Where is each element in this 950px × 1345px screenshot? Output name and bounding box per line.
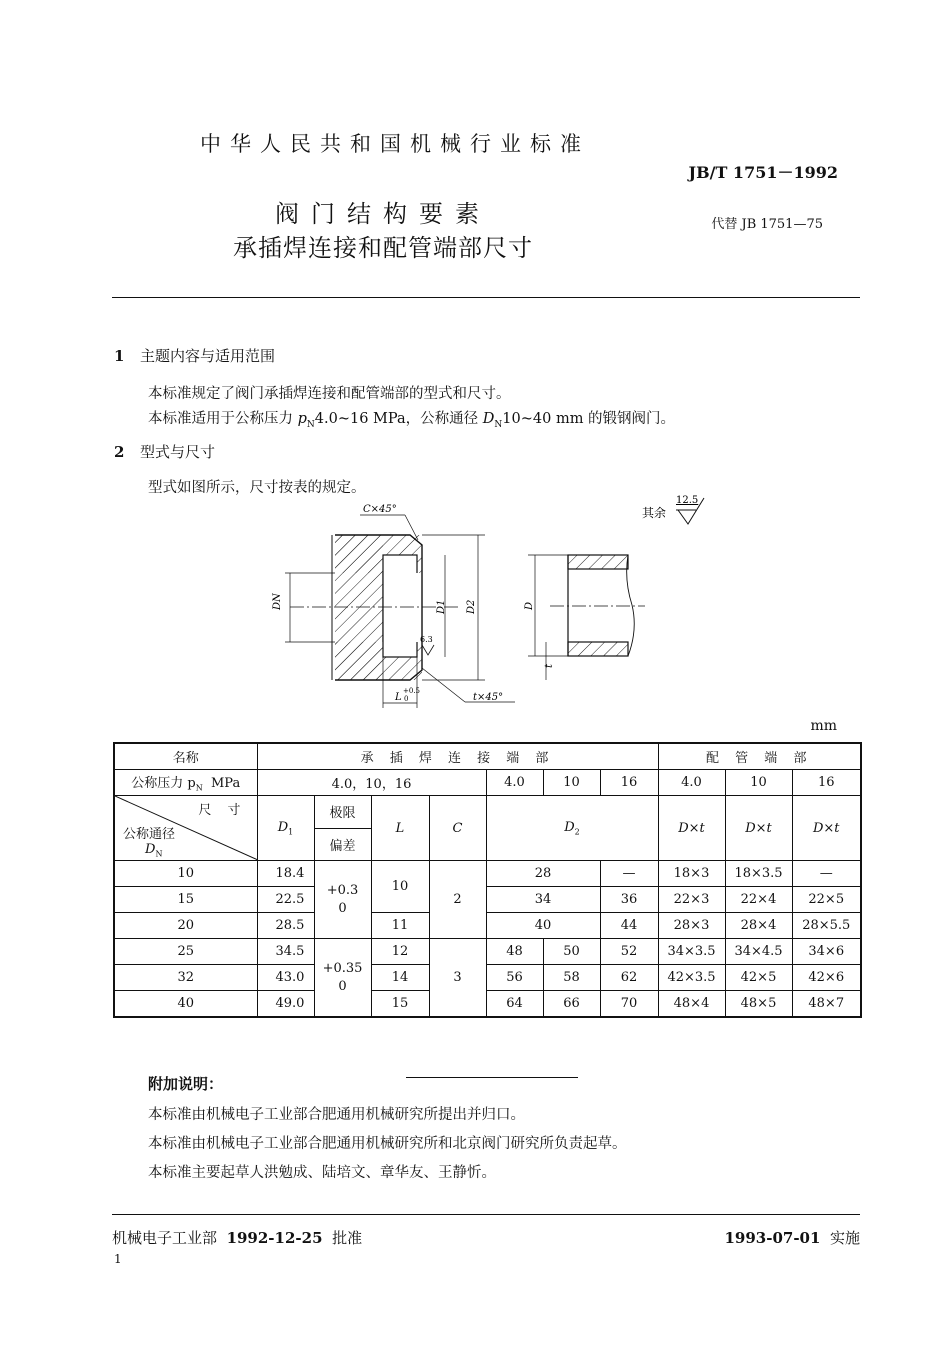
table-row <box>114 861 861 887</box>
d1-cell: 49.0 <box>257 991 314 1018</box>
d2-cell: — <box>600 861 658 887</box>
l-cell: 11 <box>371 913 429 939</box>
pressure-cell: 16 <box>792 770 861 796</box>
header-name: 名称 <box>114 743 257 770</box>
dt-cell: 28×3 <box>658 913 725 939</box>
d2-sym: D <box>564 819 575 835</box>
pressure-cell: 10 <box>725 770 792 796</box>
d2-cell: 34 <box>486 887 600 913</box>
tol-upper: +0.3 <box>326 882 359 898</box>
d2-cell: 52 <box>600 939 658 965</box>
c-cell: 2 <box>429 861 486 939</box>
table-row <box>114 939 861 965</box>
d2-cell: 64 <box>486 991 543 1018</box>
pressure-row <box>114 770 861 796</box>
pressure-cell: 4.0 <box>486 770 543 796</box>
d-label: D <box>524 601 535 610</box>
d1-cell: 18.4 <box>257 861 314 887</box>
standard-number: JB/T 1751－1992 <box>688 163 838 182</box>
d2-cell: 58 <box>543 965 600 991</box>
roughness-value: 12.5 <box>676 495 699 506</box>
approve-word: 批准 <box>332 1229 363 1247</box>
d1-cell: 28.5 <box>257 913 314 939</box>
tolerance-cell <box>314 861 371 939</box>
l-tolerance-upper: +0.5 <box>403 687 420 695</box>
pressure-cell: 4.0 <box>658 770 725 796</box>
diagonal-mid-label: 公称通径 <box>123 827 176 842</box>
pn-subscript: N <box>306 419 315 430</box>
pipe-break-line <box>627 555 635 656</box>
notes-line-2: 本标准由机械电子工业部合肥通用机械研究所和北京阀门研究所负责起草。 <box>148 1136 627 1152</box>
dt-cell: 48×7 <box>792 991 861 1018</box>
dn-cell: 32 <box>114 965 257 991</box>
t-label: t <box>544 663 555 668</box>
text: 10~40 mm 的锻钢阀门。 <box>502 411 676 427</box>
header-socket-end: 承 插 焊 连 接 端 部 <box>257 743 658 770</box>
d2-cell: 28 <box>486 861 600 887</box>
notes-title: 附加说明： <box>148 1075 224 1093</box>
section-1-heading <box>114 345 275 366</box>
table-row <box>114 991 861 1018</box>
dt-cell: 42×6 <box>792 965 861 991</box>
page-number: 1 <box>114 1252 122 1266</box>
pressure-cell: 10 <box>543 770 600 796</box>
roughness-small-value: 6.3 <box>420 635 433 644</box>
tol-lower: 0 <box>338 900 347 916</box>
dn-symbol: D <box>482 411 495 427</box>
t45-label: t×45° <box>473 692 504 703</box>
title-line-2: 承插焊连接和配管端部尺寸 <box>233 234 533 262</box>
effective-word: 实施 <box>829 1229 860 1247</box>
roughness-remaining-label: 其余 <box>642 506 667 520</box>
d1-label: D1 <box>436 599 447 614</box>
d2-cell: 70 <box>600 991 658 1018</box>
dt-cell: — <box>792 861 861 887</box>
notes-line-3: 本标准主要起草人洪勉成、陆培文、章华友、王静忻。 <box>148 1165 496 1181</box>
title-line-1: 阀门结构要素 <box>275 200 491 228</box>
d2-sub: 2 <box>574 827 580 837</box>
d1-sym: D <box>277 819 289 835</box>
notes-line-1: 本标准由机械电子工业部合肥通用机械研究所提出并归口。 <box>148 1107 525 1123</box>
footer-divider <box>112 1214 860 1215</box>
d2-cell: 66 <box>543 991 600 1018</box>
dt-cell: 18×3.5 <box>725 861 792 887</box>
table-row <box>114 887 861 913</box>
dt-cell: 34×6 <box>792 939 861 965</box>
column-header-row-1 <box>114 796 861 829</box>
col-d2 <box>486 796 658 861</box>
text: 4.0~16 MPa，公称通径 <box>314 411 483 427</box>
table-header-row <box>114 743 861 770</box>
dt-cell: 34×3.5 <box>658 939 725 965</box>
section-number: 1 <box>114 347 125 365</box>
pressure-label <box>114 770 257 796</box>
section-1-para-2 <box>148 407 675 430</box>
dt-cell: 22×5 <box>792 887 861 913</box>
d1-cell: 43.0 <box>257 965 314 991</box>
l-tolerance-lower: 0 <box>404 695 409 703</box>
table-unit: mm <box>810 718 837 734</box>
dn-cell: 40 <box>114 991 257 1018</box>
dn-sym: D <box>145 842 156 857</box>
pressure-socket-values: 4.0，10，16 <box>257 770 486 796</box>
roughness-small-icon <box>422 645 434 655</box>
header-divider <box>112 297 860 298</box>
d2-cell: 62 <box>600 965 658 991</box>
d2-cell: 48 <box>486 939 543 965</box>
dt-cell: 48×5 <box>725 991 792 1018</box>
d2-label: D2 <box>466 599 477 614</box>
dn-subscript: N <box>494 419 503 430</box>
t45-leader <box>422 668 465 702</box>
diagonal-header-cell <box>114 796 257 861</box>
d1-cell: 22.5 <box>257 887 314 913</box>
table-row <box>114 913 861 939</box>
d2-cell: 56 <box>486 965 543 991</box>
col-limit-top: 极限 <box>314 796 371 829</box>
tol-upper: +0.35 <box>322 960 363 976</box>
dt-cell: 18×3 <box>658 861 725 887</box>
c-cell: 3 <box>429 939 486 1018</box>
approver: 机械电子工业部 <box>112 1229 218 1247</box>
d1-cell: 34.5 <box>257 939 314 965</box>
section-1-para-1: 本标准规定了阀门承插焊连接和配管端部的型式和尺寸。 <box>148 386 511 402</box>
pn-unit: MPa <box>211 776 241 792</box>
chamfer-label: C×45° <box>363 504 397 515</box>
l-cell: 10 <box>371 861 429 913</box>
d2-cell: 36 <box>600 887 658 913</box>
dt-cell: 22×3 <box>658 887 725 913</box>
d2-cell: 50 <box>543 939 600 965</box>
dn-cell: 15 <box>114 887 257 913</box>
approve-date: 1992-12-25 <box>226 1229 323 1247</box>
col-dt: D×t <box>725 796 792 861</box>
dn-label: DN <box>272 593 283 610</box>
dimension-table <box>113 742 862 1018</box>
pipe-wall-top <box>568 555 628 569</box>
approval-info <box>112 1227 362 1248</box>
dn-cell: 25 <box>114 939 257 965</box>
diagonal-top-label: 尺 寸 <box>198 803 247 818</box>
pn-sub: N <box>195 783 203 793</box>
dn-cell: 20 <box>114 913 257 939</box>
section-title: 主题内容与适用范围 <box>140 347 276 365</box>
pressure-cell: 16 <box>600 770 658 796</box>
text: 本标准适用于公称压力 <box>148 411 298 427</box>
dt-cell: 42×3.5 <box>658 965 725 991</box>
replaces-standard: 代替 JB 1751—75 <box>711 217 823 232</box>
technical-drawing <box>260 490 720 715</box>
dn-sub: N <box>155 849 163 859</box>
dt-cell: 48×4 <box>658 991 725 1018</box>
col-l: L <box>371 796 429 861</box>
header-pipe-end: 配 管 端 部 <box>658 743 861 770</box>
col-d1 <box>257 796 314 861</box>
l-label: L <box>395 692 402 703</box>
table-row <box>114 965 861 991</box>
col-limit-bottom: 偏差 <box>314 828 371 861</box>
section-2-heading <box>114 441 215 462</box>
dt-cell: 34×4.5 <box>725 939 792 965</box>
l-cell: 12 <box>371 939 429 965</box>
d2-cell: 44 <box>600 913 658 939</box>
notes-divider <box>406 1077 578 1078</box>
l-cell: 14 <box>371 965 429 991</box>
diagonal-bottom-label <box>145 842 162 859</box>
d2-cell: 40 <box>486 913 600 939</box>
tol-lower: 0 <box>338 978 347 994</box>
section-number: 2 <box>114 443 125 461</box>
section-2-para-1: 型式如图所示，尺寸按表的规定。 <box>148 480 366 496</box>
dn-cell: 10 <box>114 861 257 887</box>
section-title: 型式与尺寸 <box>140 443 216 461</box>
d1-sub: 1 <box>288 827 294 837</box>
dt-cell: 22×4 <box>725 887 792 913</box>
col-dt: D×t <box>658 796 725 861</box>
pn-text: 公称压力 p <box>131 776 196 792</box>
dt-cell: 28×4 <box>725 913 792 939</box>
dt-cell: 28×5.5 <box>792 913 861 939</box>
issuing-organization: 中华人民共和国机械行业标准 <box>200 132 590 156</box>
pn-symbol: p <box>297 411 307 427</box>
col-c: C <box>429 796 486 861</box>
dt-cell: 42×5 <box>725 965 792 991</box>
col-dt: D×t <box>792 796 861 861</box>
pipe-wall-bottom <box>568 642 628 656</box>
tolerance-cell <box>314 939 371 1018</box>
l-cell: 15 <box>371 991 429 1018</box>
effective-info <box>724 1227 860 1248</box>
effective-date: 1993-07-01 <box>724 1229 821 1247</box>
